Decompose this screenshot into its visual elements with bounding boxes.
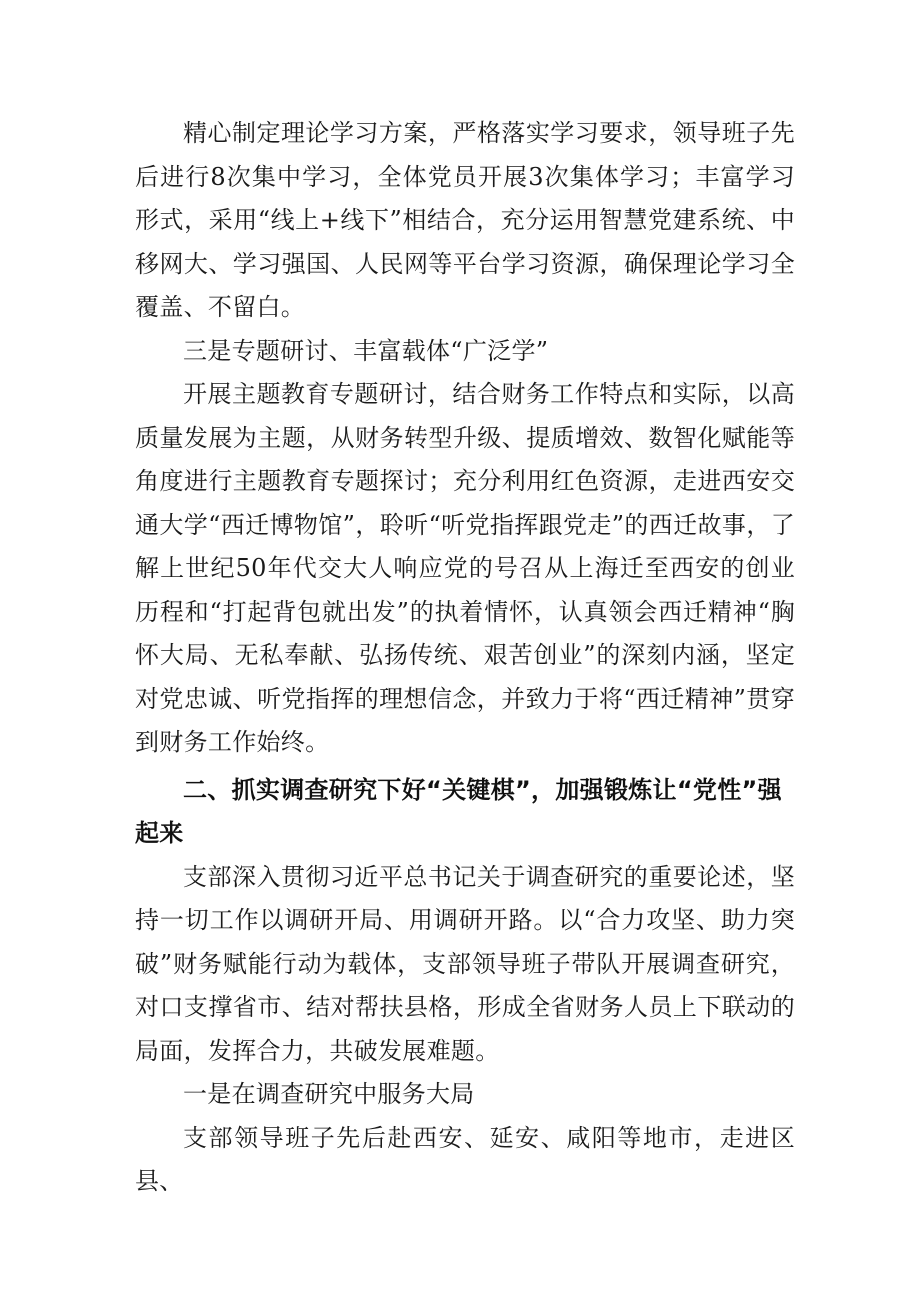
paragraph-serve-overall: 支部领导班子先后赴西安、延安、咸阳等地市，走进区县、 — [135, 1123, 795, 1195]
section-heading-research: 二、抓实调查研究下好“关键棋”，加强锻炼让“党性”强起来 — [135, 775, 782, 847]
paragraph-topic-discussion: 开展主题教育专题研讨，结合财务工作特点和实际，以高质量发展为主题，从财务转型升级、提质增效、数智化赋能等角度进行主题教育专题探讨；充分利用红色资源，走进西安交通大学“西迁博物馆”，聆听“听党指挥跟党走”的西迁故事，了解上世纪50年代交大人响应党的号召从上海迁至西安的创业历程和“打起背包就出发”的执着情怀，认真领会西迁精神“胸怀大局、无私奉献、弘扬传统、艰苦创业”的深刻内涵，坚定对党忠诚、听党指挥的理想信念，并致力于将“西迁精神”贯穿到财务工作始终。 — [135, 380, 795, 756]
paragraph-theory-study: 精心制定理论学习方案，严格落实学习要求，领导班子先后进行8次集中学习，全体党员开展3次集体学习；丰富学习形式，采用“线上+线下”相结合，充分运用智慧党建系统、中移网大、学习强国、人民网等平台学习资源，确保理论学习全覆盖、不留白。 — [135, 119, 795, 321]
subheading-topic-discussion: 三是专题研讨、丰富载体“广泛学” — [183, 336, 549, 365]
paragraph-research-intro: 支部深入贯彻习近平总书记关于调查研究的重要论述，坚持一切工作以调研开局、用调研开路。以“合力攻坚、助力突破”财务赋能行动为载体，支部领导班子带队开展调查研究，对口支撑省市、结对帮扶县格，形成全省财务人员上下联动的局面，发挥合力，共破发展难题。 — [135, 862, 795, 1065]
subheading-serve-overall: 一是在调查研究中服务大局 — [183, 1080, 475, 1108]
document-body — [135, 112, 795, 1204]
